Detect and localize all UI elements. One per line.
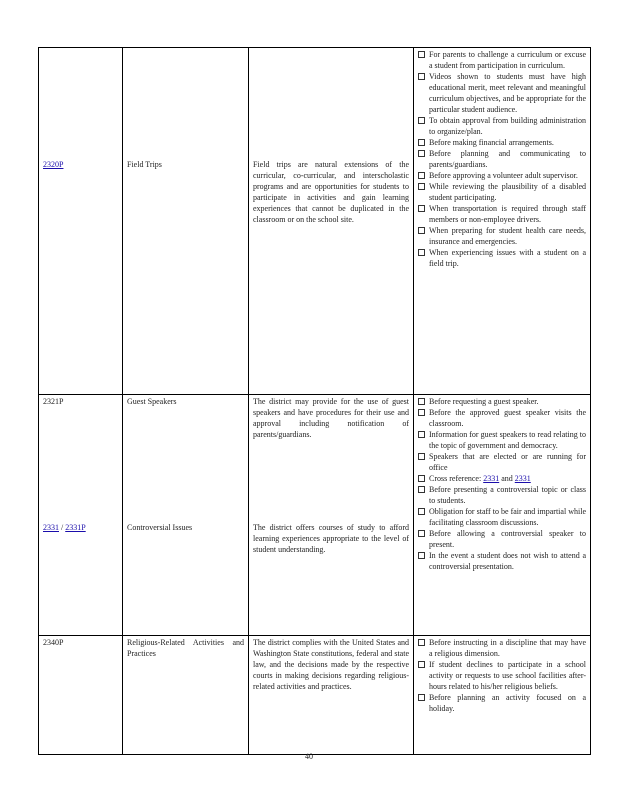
bullet-list xyxy=(418,49,586,269)
list-item: When experiencing issues with a student on a field trip. xyxy=(418,247,586,269)
cross-reference xyxy=(418,473,586,484)
list-item: Information for guest speakers to read relating to the topic of government and democracy. xyxy=(418,429,586,451)
table-row xyxy=(39,636,591,755)
policy-table xyxy=(38,47,591,755)
page-number: 40 xyxy=(305,752,313,761)
list-item: Before making financial arrangements. xyxy=(418,137,586,148)
cross-reference-label: Cross reference: xyxy=(429,474,482,483)
policy-title-cell xyxy=(123,48,249,395)
policy-description-cell xyxy=(249,395,414,636)
list-item: Before requesting a guest speaker. xyxy=(418,396,586,407)
list-item: For parents to challenge a curriculum or excuse a student from participation in curriculum. xyxy=(418,49,586,71)
list-item: Obligation for staff to be fair and impartial while facilitating classroom discussions. xyxy=(418,506,586,528)
list-item: Videos shown to students must have high educational merit, meet relevant and meaningful curriculum objectives, and be appropriate for the particular student audience. xyxy=(418,71,586,115)
table-row xyxy=(39,395,591,636)
policy-description-cell xyxy=(249,636,414,755)
list-item: In the event a student does not wish to attend a controversial presentation. xyxy=(418,550,586,572)
policy-title: Religious-Related Activities and Practices xyxy=(127,638,244,658)
policy-description: The district complies with the United States and Washington State constitutions, federal and state law, and the decisions made by the respective courts in making decisions regarding religious-related activities and practices. xyxy=(253,638,409,691)
policy-number-cell xyxy=(39,636,123,755)
list-item: When transportation is required through staff members or non-employee drivers. xyxy=(418,203,586,225)
policy-title: Field Trips xyxy=(127,160,162,169)
list-item: Speakers that are elected or are running for office xyxy=(418,451,586,473)
policy-title: Guest Speakers xyxy=(127,397,177,406)
list-item: While reviewing the plausibility of a disabled student participating. xyxy=(418,181,586,203)
policy-description: The district offers courses of study to afford learning experiences appropriate to the level of student understanding. xyxy=(253,523,409,554)
procedure-items-cell xyxy=(414,636,591,755)
procedure-items-cell xyxy=(414,48,591,395)
policy-number: 2340P xyxy=(43,638,64,647)
policy-link-2320p[interactable]: 2320P xyxy=(43,160,64,169)
cross-reference-and: and xyxy=(501,474,513,483)
table-row xyxy=(39,48,591,395)
policy-description-cell xyxy=(249,48,414,395)
bullet-list xyxy=(418,396,586,572)
list-item: Before the approved guest speaker visits the classroom. xyxy=(418,407,586,429)
policy-description: The district may provide for the use of guest speakers and have procedures for their use and approval including notification of parents/guardians. xyxy=(253,397,409,439)
policy-link-2331[interactable]: 2331 xyxy=(43,523,59,532)
list-item: Before planning an activity focused on a holiday. xyxy=(418,692,586,714)
list-item: Before instructing in a discipline that may have a religious dimension. xyxy=(418,637,586,659)
bullet-list xyxy=(418,637,586,714)
list-item: To obtain approval from building administration to organize/plan. xyxy=(418,115,586,137)
policy-title-cell xyxy=(123,395,249,636)
policy-title-cell xyxy=(123,636,249,755)
cross-reference-link-2331-second[interactable]: 2331 xyxy=(514,474,531,483)
list-item: Before allowing a controversial speaker to present. xyxy=(418,528,586,550)
policy-description: Field trips are natural extensions of the curricular, co-curricular, and interscholastic programs and are opportunities for students to participate in activities and gain learning experiences that cannot be duplicated in the classroom or on the school site. xyxy=(253,160,409,224)
list-item: Before approving a volunteer adult supervisor. xyxy=(418,170,586,181)
policy-number-cell xyxy=(39,48,123,395)
policy-number-cell xyxy=(39,395,123,636)
cross-reference-link-2331[interactable]: 2331 xyxy=(483,474,500,483)
policy-title: Controversial Issues xyxy=(127,523,193,532)
policy-link-2331p[interactable]: 2331P xyxy=(65,523,86,532)
list-item: If student declines to participate in a school activity or requests to use school facilities after-hours related to his/her religious beliefs. xyxy=(418,659,586,692)
procedure-items-cell xyxy=(414,395,591,636)
list-item: When preparing for student health care needs, insurance and emergencies. xyxy=(418,225,586,247)
list-item: Before planning and communicating to parents/guardians. xyxy=(418,148,586,170)
policy-separator: / xyxy=(61,523,64,532)
list-item: Before presenting a controversial topic or class to students. xyxy=(418,484,586,506)
policy-number: 2321P xyxy=(43,397,64,406)
